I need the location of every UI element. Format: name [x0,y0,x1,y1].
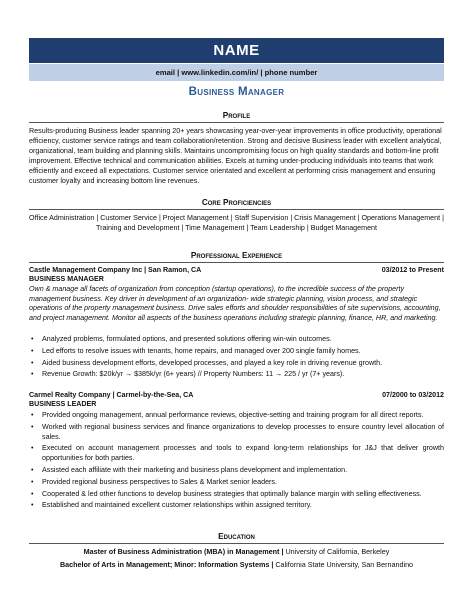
job-title: Business Manager [188,86,285,98]
education-school: University of California, Berkeley [285,547,390,556]
job-1-company: Castle Management Company Inc | San Ramon, CA [29,266,202,274]
job-2-bullet: • Established and maintained excellent customer relationships within assigned territory. [31,501,312,510]
job-2-bullet: • Worked with regional business services and finance organizations to develop processes to ensure country level allocation of sales. [31,422,444,441]
name-banner: NAME [29,38,444,63]
job-1-bullet: • Led efforts to resolve issues with tenants, home repairs, and managed over 200 single family homes. [31,346,361,355]
education-separator: | [269,560,276,569]
education-entry [29,560,444,571]
bullet-icon: • [31,358,34,367]
job-1-dates: 03/2012 to Present [381,266,444,274]
job-2-bullet: • Provided ongoing management, annual performance reviews, objective-setting and training program for all direct reports. [31,411,424,419]
contact-line: email | www.linkedin.com/in/ | phone number [29,64,444,81]
job-1-bullets [29,335,444,380]
profile-text: Results-producing Business leader spanning 20+ years showcasing year-over-year improvements in office productivity, operational efficiency, customer service ratings and team collaboration/retention. Strong and decisive Business leader with excellent analytical, organizational, team building and planning skills. Maintains uncompromising focus on high quality standards and bottom-line profit improvement. Effective technical and communication abilities. Excels at turning under-producing individuals into teams that work efficiently and exceed all expectations. Customer service orientated and excellent at performing crisis management and ensuring customer loyalty and increasing bottom line revenues. [29,127,442,185]
bullet-icon: • [31,346,34,355]
education-entry [29,547,444,558]
job-2-bullet: • Executed on account management processes and tools to expand long-term relationships for J&J that deliver growth opportunities for both parties. [31,444,444,463]
bullet-icon: • [31,335,34,343]
job-1-bullet: • Revenue Growth: $20k/yr → $385k/yr (6+ years) // Property Numbers: 11 → 225 / yr (7+ years). [31,370,345,379]
job-1-title: BUSINESS MANAGER [29,275,104,283]
job-1-bullet: • Aided business development efforts, developed processes, and played a key role in driving revenue growth. [31,358,383,367]
bullet-icon: • [31,501,34,510]
job-2-title: BUSINESS LEADER [29,400,97,408]
bullet-icon: • [31,477,34,486]
job-1-bullet: • Analyzed problems, formulated options, and presented solutions offering win-win outcomes. [31,335,332,343]
job-2-bullet: • Provided regional business perspectives to Sales & Market senior leaders. [31,477,277,486]
bullet-icon: • [31,411,34,419]
bullet-icon: • [31,444,34,453]
experience-heading: Professional Experience [29,251,444,263]
education-separator: | [279,547,286,556]
education-degree: Bachelor of Arts in Management; Minor: Information Systems [59,560,270,569]
job-1-summary: Own & manage all facets of organization from conception (startup operations), to the incredible success of the property management business. Key driver in development of an organization- wide strategic planning, vision process, and strategic operations of the property management business. Drive sales efforts and shoulder responsibilities of site supervisions, accounting, and project management. Monitor all aspects of the business operations including strategic planning, finance, HR, and marketing. [29,285,441,322]
education-degree: Master of Business Administration (MBA) in Management [83,547,280,556]
bullet-icon: • [31,370,34,379]
job-2-bullet: • Assisted each affiliate with their marketing and business plans development and implementation. [31,465,348,474]
job-2-company: Carmel Realty Company | Carmel-by-the-Sea, CA [29,391,194,399]
education-heading: Education [29,532,444,544]
education-school: California State University, San Bernandino [275,560,414,569]
job-2-bullet: • Cooperated & led other functions to develop business strategies that optimally balance margin with selling effectiveness. [31,489,422,498]
job-2-dates: 07/2000 to 03/2012 [382,391,444,399]
bullet-icon: • [31,422,34,431]
core-heading: Core Proficiencies [29,198,444,210]
job-2-bullets [29,411,444,511]
core-skills-text: Office Administration | Customer Service | Project Management | Staff Supervision | Crisis Management | Operations Management | Training and Development | Time Management | Team Leadership | Budget Management [29,214,444,232]
profile-heading: Profile [29,111,444,123]
bullet-icon: • [31,465,34,474]
bullet-icon: • [31,489,34,498]
